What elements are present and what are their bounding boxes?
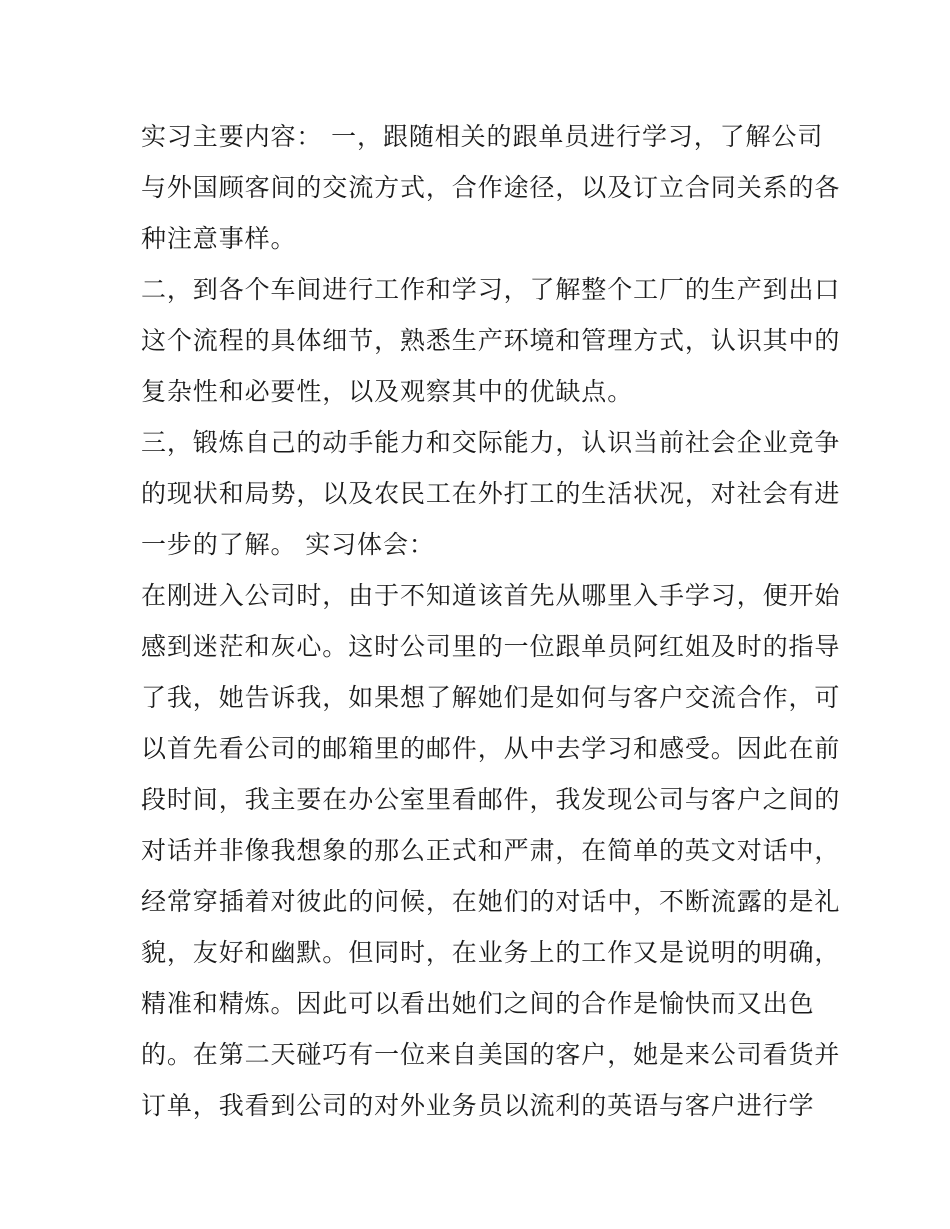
text-line: 三，锻炼自己的动手能力和交际能力，认识当前社会企业竞争 (141, 428, 841, 457)
text-line: 这个流程的具体细节，熟悉生产环境和管理方式，认识其中的 (141, 326, 841, 355)
text-line: 精准和精炼。因此可以看出她们之间的合作是愉快而又出色 (141, 989, 815, 1018)
text-line: 种注意事样。 (141, 224, 297, 253)
text-line: 了我，她告诉我，如果想了解她们是如何与客户交流合作，可 (141, 683, 841, 712)
document-body (141, 111, 841, 1131)
text-line: 经常穿插着对彼此的问候，在她们的对话中，不断流露的是礼 (141, 887, 841, 916)
text-line: 对话并非像我想象的那么正式和严肃，在简单的英文对话中， (141, 836, 841, 865)
text-line: 以首先看公司的邮箱里的邮件，从中去学习和感受。因此在前 (141, 734, 841, 763)
text-line: 在刚进入公司时，由于不知道该首先从哪里入手学习，便开始 (141, 581, 841, 610)
text-line: 貌，友好和幽默。但同时，在业务上的工作又是说明的明确， (141, 938, 841, 967)
text-line: 与外国顾客间的交流方式，合作途径，以及订立合同关系的各 (141, 173, 841, 202)
text-line: 段时间，我主要在办公室里看邮件，我发现公司与客户之间的 (141, 785, 841, 814)
text-line: 复杂性和必要性，以及观察其中的优缺点。 (141, 377, 634, 406)
text-line: 二，到各个车间进行工作和学习，了解整个工厂的生产到出口 (141, 275, 841, 304)
text-line: 的。在第二天碰巧有一位来自美国的客户，她是来公司看货并 (141, 1040, 841, 1069)
text-line: 一步的了解。 实习体会： (141, 530, 435, 559)
text-line: 感到迷茫和灰心。这时公司里的一位跟单员阿红姐及时的指导 (141, 632, 841, 661)
text-line: 订单，我看到公司的对外业务员以流利的英语与客户进行学 (141, 1091, 815, 1120)
text-line: 实习主要内容： 一，跟随相关的跟单员进行学习，了解公司 (141, 122, 824, 151)
text-line: 的现状和局势，以及农民工在外打工的生活状况，对社会有进 (141, 479, 841, 508)
